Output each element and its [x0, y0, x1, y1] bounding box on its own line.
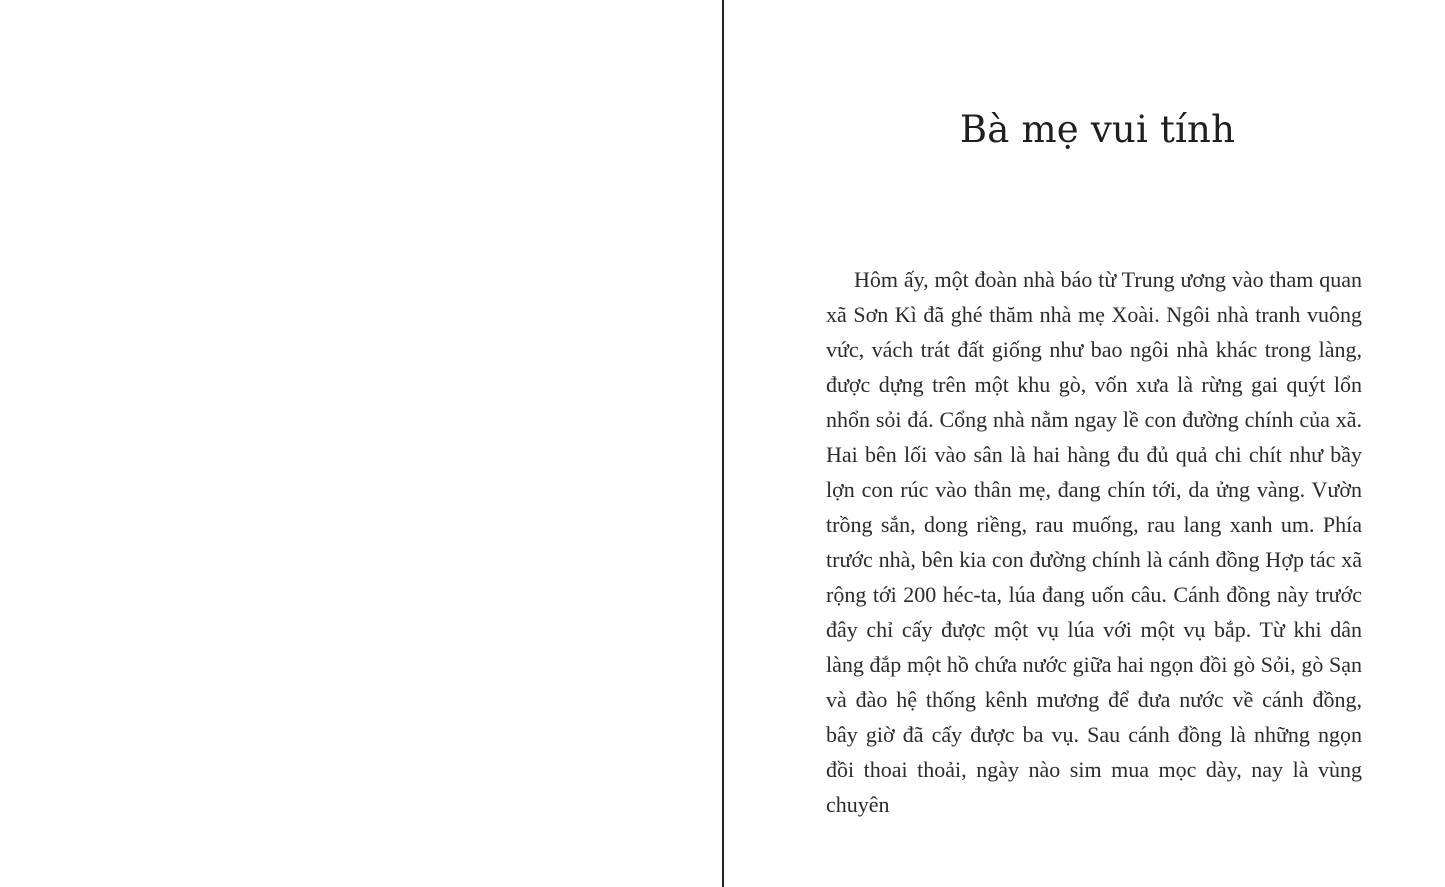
body-paragraph: Hôm ấy, một đoàn nhà báo từ Trung ương vào tham quan xã Sơn Kì đã ghé thăm nhà mẹ Xoài. Ngôi nhà tranh vuông vức, vách trát đất giống như bao ngôi nhà khác trong làng, được dựng trên một khu gò, vốn xưa là rừng gai quýt lổn nhổn sỏi đá. Cổng nhà nằm ngay lề con đường chính của xã. Hai bên lối vào sân là hai hàng đu đủ quả chi chít như bầy lợn con rúc vào thân mẹ, đang chín tới, da ửng vàng. Vườn trồng sắn, dong riềng, rau muống, rau lang xanh um. Phía trước nhà, bên kia con đường chính là cánh đồng Hợp tác xã rộng tới 200 héc-ta, lúa đang uốn câu. Cánh đồng này trước đây chỉ cấy được một vụ lúa với một vụ bắp. Từ khi dân làng đắp một hồ chứa nước giữa hai ngọn đồi gò Sỏi, gò Sạn và đào hệ thống kênh mương để đưa nước về cánh đồng, bây giờ đã cấy được ba vụ. Sau cánh đồng là những ngọn đồi thoai thoải, ngày nào sim mua mọc dày, nay là vùng chuyên	[826, 267, 1362, 817]
left-page-blank	[0, 0, 722, 887]
right-page	[724, 0, 1445, 887]
chapter-title-text: Bà mẹ vui tính	[959, 108, 1236, 151]
chapter-title	[724, 104, 1445, 156]
